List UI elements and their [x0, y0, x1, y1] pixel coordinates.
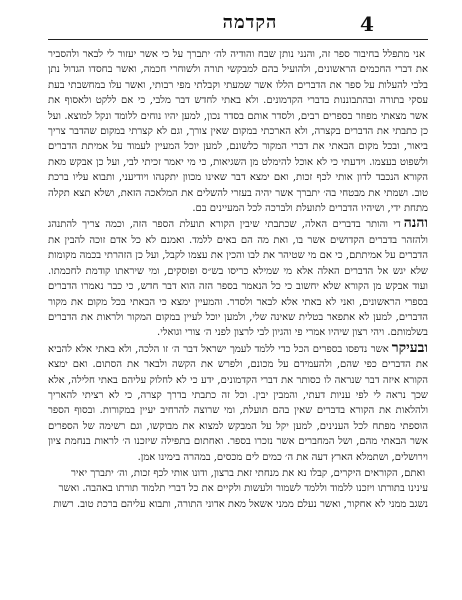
page-number: 4 [360, 12, 374, 36]
paragraph-text: די והותר בדברים האלה, שכתבתי שיבין הקורא תועלת הספר הזה, וכמה צריך להתנהג ולהזהר בדברים הקדושים אשר בו, ואת מה הם באים ללמד. ואמנם לא כל אדם זוכה להבין את הדברים על אמיתתם, כי אם מי שטיהר את לבו והכין את עצמו לקבל, ועל כן הזהרתי בכמה מקומות שלא יגש אל הדברים האלה אלא מי שמילא כריסו בש״ס ופוסקים, ומי שיראתו קודמת לחכמתו. ועוד אבקש מן הקורא שלא יחשוב כי כל הנאמר בספר הזה הוא דבר חדש, כי כבר נאמרו הדברים בספרי הראשונים, ואני לא באתי אלא לבאר ולסדר. והמעיין ימצא כי הבאתי בכל מקום את מקור הדברים, למען לא אתפאר בטלית שאינה שלי, ולמען יוכל לעיין במקום המקור ולראות את הדברים בשלמותם. ויהי רצון שיהיו אמרי פי והגיון לבי לרצון לפני ה׳ צורי וגואלי. [48, 219, 428, 339]
body-text [48, 46, 428, 512]
paragraph-lead-word: ובעיקר [391, 339, 428, 356]
paragraph-4 [48, 465, 428, 512]
paragraph-text: אשר נדפסו בספרים הכל כדי ללמד לעמך ישראל דבר ה׳ זו הלכה, ולא באתי אלא להביא את הדברים כפי שהם, ולהעמידם על מכונם, ולפרש את הקשה ולבאר את הסתום. ואם ימצא הקורא איזה דבר שנראה לו כסותר את דברי הקדמונים, ידע כי לא לחלוק עליהם באתי חלילה, אלא שכך נראה לי לפי עניות דעתי, והמבין יבין. וכל זה כתבתי בדרך קצרה, כי לא רציתי להאריך ולהלאות את הקורא בדברים שאין בהם תועלת, ומי שרוצה להרחיב יעיין במקורות. ובסוף הספר הוספתי מפתח לכל הענינים, למען יקל על המבקש למצוא את מבוקשו, וגם רשימה של הספרים אשר הבאתי מהם, ושל המחברים אשר נזכרו בספר. ואחתום בתפילה שיזכנו ה׳ לראות בנחמת ציון וירושלים, ושתמלא הארץ דעה את ה׳ כמים לים מכסים, במהרה בימינו אמן. [48, 343, 428, 463]
paragraph-3 [48, 341, 428, 465]
header-rule [48, 39, 428, 40]
paragraph-text: אני מתפלל בחיבור ספר זה, והנני נותן שבח והודיה לה׳ יתברך על כי אשר יעזור לי לבאר ולהסביר את דברי החכמים הראשונים, ולהועיל בהם למבקשי תורה ולשוחרי חכמה, ואשר בחסדו הגדול נתן בלבי להעלות על ספר את הדברים הללו אשר שמעתי וקבלתי מפי רבותי, ואשר עלו במחשבתי בעת עסקי בתורה ובהתבוננות בדברי הקדמונים. ולא באתי לחדש דבר מלבי, כי אם ללקט ולאסוף את אשר מצאתי מפוזר בספרים רבים, ולסדר אותם בסדר נכון, למען יהיו נוחים ללומד ונקל למוצא. ועל כן כתבתי את הדברים בקצרה, ולא הארכתי במקום שאין צורך, וגם לא קצרתי במקום שהדבר צריך ביאור, ובכל מקום הבאתי את דברי המקור כלשונם, למען יוכל המעיין לעמוד על אמיתת הדברים ולשפוט בעצמו. וידעתי כי לא אוכל להימלט מן השגיאות, כי מי יאמר זכיתי לבי, ועל כן אבקש מאת הקורא הנכבד לדון אותי לכף זכות, ואם ימצא דבר שאינו מכוון יתקנהו ויודיעני, ותבוא עליו ברכת טוב. ושמתי את מבטחי בה׳ יתברך אשר יהיה בעזרי להשלים את המלאכה הזאת, ושלא תצא תקלה מתחת ידי, ושיהיו הדברים לתועלת ולברכה לכל המעיינים בם. [48, 49, 428, 215]
paragraph-1 [48, 46, 428, 216]
paragraph-lead-word: והנה [403, 215, 428, 232]
paragraph-2 [48, 216, 428, 340]
paragraph-text: ואתם, הקוראים היקרים, קבלו נא את מנחתי זאת ברצון, ודונו אותי לכף זכות, וה׳ יתברך יאיר עינינו בתורתו ויזכנו ללמוד וללמד לשמור ולעשות ולקיים את כל דברי תלמוד תורתו באהבה. ואשר נשגב ממני לא אחקור, ואשר נעלם ממני אשאל מאת אדוני התורה, ותבוא עליהם ברכת טוב. רשות [53, 467, 428, 510]
page-title: הקדמה [222, 12, 278, 33]
